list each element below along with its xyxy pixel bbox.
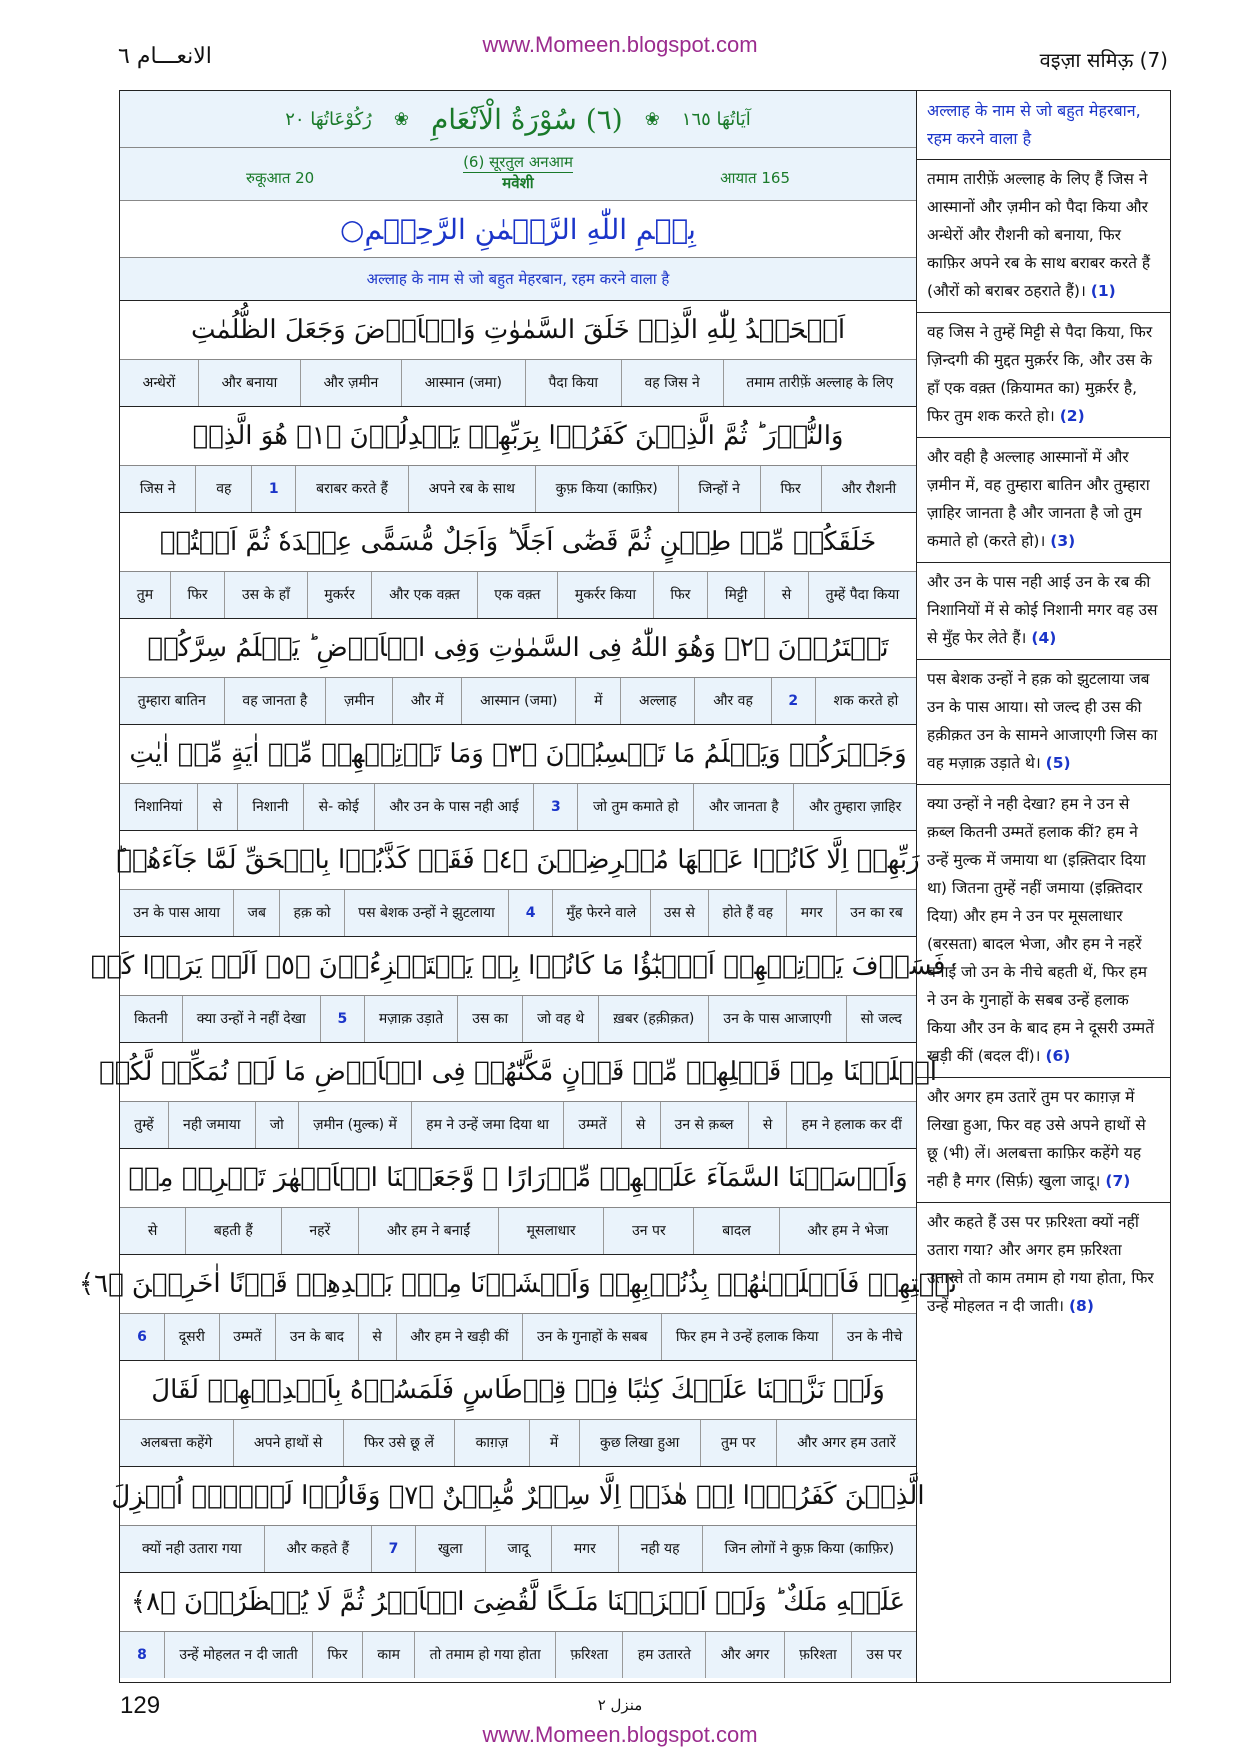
gloss-word: बहती हैं bbox=[185, 1208, 280, 1254]
gloss-row bbox=[120, 1420, 916, 1467]
gloss-word: उम्मतें bbox=[563, 1102, 621, 1148]
translation-verse-number: (6) bbox=[1045, 1047, 1071, 1065]
verse-translation bbox=[917, 438, 1170, 563]
gloss-word: क्या उन्हों ने नहीं देखा bbox=[182, 996, 320, 1042]
gloss-word: ज़मीन bbox=[325, 678, 392, 724]
gloss-word: और बनाया bbox=[198, 360, 300, 406]
gloss-row bbox=[120, 784, 916, 831]
gloss-word: और वह bbox=[694, 678, 770, 724]
gloss-word: पस बेशक उन्हों ने झुटलाया bbox=[344, 890, 508, 936]
gloss-word: कुछ लिखा हुआ bbox=[579, 1420, 700, 1466]
gloss-word: सो जल्द bbox=[846, 996, 916, 1042]
gloss-word: जो वह थे bbox=[522, 996, 598, 1042]
gloss-word: उस से bbox=[650, 890, 709, 936]
arabic-line: اَهۡلَكۡنَا مِنۡ قَبۡلِهِمۡ مِّنۡ قَرۡنٍ مَّكَّنّٰهُمۡ فِى الۡاَرۡضِ مَا لَمۡ نُمَكِّنۡ لَّكُمۡ bbox=[120, 1043, 916, 1102]
gloss-word: उस पर bbox=[851, 1632, 916, 1678]
verse-number: 2 bbox=[771, 678, 815, 724]
verse-number: 8 bbox=[137, 1646, 147, 1663]
translation-text: और अगर हम उतारें तुम पर काग़ज़ में लिखा हुआ, फिर वह उसे अपने हाथों से छू (भी) लें। अलबत्ता काफ़िर कहेंगे यह नही है मगर (सिर्फ़) खुला जादू। bbox=[927, 1088, 1146, 1190]
arabic-line: تَمۡتَرُوۡنَ ﴿٢﴾ وَهُوَ اللّٰهُ فِى السَّمٰوٰتِ وَفِى الۡاَرۡضِ‌ ؕ يَعۡلَمُ سِرَّكُمۡ bbox=[120, 619, 916, 678]
gloss-word: हम ने हलाक कर दीं bbox=[786, 1102, 916, 1148]
gloss-word: अन्धेरों bbox=[142, 374, 176, 391]
main-panel bbox=[78, 90, 958, 1683]
gloss-word: फिर bbox=[653, 572, 708, 618]
gloss-word: फिर उसे छू लें bbox=[343, 1420, 455, 1466]
gloss-word: फिर हम ने उन्हें हलाक किया bbox=[661, 1314, 832, 1360]
gloss-word: मिट्टी bbox=[707, 572, 764, 618]
gloss-word: और कहते हैं bbox=[264, 1526, 371, 1572]
verse-number: 3 bbox=[533, 784, 577, 830]
surah-name-hi: (6) सूरतुल अनआम bbox=[463, 153, 573, 171]
gloss-word: में bbox=[529, 1420, 579, 1466]
gloss-row bbox=[120, 360, 916, 407]
translation-text: क्या उन्हों ने नही देखा? हम ने उन से क़ब्ल कितनी उम्मतें हलाक कीं? हम ने उन्हें मुल्क में जमाया था (इक़्तिदार दिया था) जितना तुम्हें नहीं जमाया (इक़्तिदार दिया) और हम ने उन पर मूसलाधार (बरसता) बादल भेजा, और हम ने नहरें बनाईं जो उन के नीचे बहती थें, फिर हम ने उन के गुनाहों के सबब उन्हें हलाक किया और उन के बाद हम ने दूसरी उम्मतें खड़ी कीं (बदल दीं)। bbox=[927, 795, 1155, 1065]
gloss-word: आस्मान (जमा) bbox=[401, 360, 525, 406]
gloss-row bbox=[120, 572, 916, 619]
arabic-line: فَسَوۡفَ يَاۡتِيۡهِمۡ اَنۡۢبٰٓؤُا مَا كَانُوۡا بِهٖ يَسۡتَهۡزِءُوۡنَ ﴿٥﴾ اَلَمۡ يَرَوۡا كَمۡ bbox=[120, 937, 916, 996]
translation-text: पस बेशक उन्हों ने हक़ को झुटलाया जब उन के पास आया। सो जल्द ही उस की हक़ीक़त उन के सामने आजाएगी जिस का वह मज़ाक़ उड़ाते थे। bbox=[927, 670, 1158, 772]
gloss-word: ज़मीन (मुल्क) में bbox=[298, 1102, 411, 1148]
gloss-word: जो तुम कमाते हो bbox=[577, 784, 693, 830]
arabic-line: وَجَهۡرَكُمۡ وَيَعۡلَمُ مَا تَكۡسِبُوۡنَ ﴿٣﴾ وَمَا تَاۡتِيۡهِمۡ مِّنۡ اٰيَةٍ مِّنۡ اٰيٰتِ bbox=[120, 725, 916, 784]
verse-number: 5 bbox=[320, 996, 364, 1042]
gloss-word: हक़ को bbox=[279, 890, 344, 936]
gloss-word: वह जानता है bbox=[224, 678, 326, 724]
gloss-word: तो तमाम हो गया होता bbox=[414, 1632, 555, 1678]
translation-text: और वही है अल्लाह आस्मानों में और ज़मीन में, वह तुम्हारा बातिन और तुम्हारा ज़ाहिर जानता है और जानता है जो तुम कमाते हो (करते हो)। bbox=[927, 448, 1150, 550]
flower-icon: ❀ bbox=[393, 108, 409, 130]
verse-list bbox=[78, 301, 958, 1678]
gloss-word: जिस ने bbox=[139, 480, 176, 497]
gloss-word: उन से क़ब्ल bbox=[660, 1102, 748, 1148]
surah-info-row bbox=[120, 148, 916, 201]
gloss-word: फिर bbox=[170, 572, 225, 618]
gloss-word: में bbox=[575, 678, 620, 724]
gloss-word: अपने रब के साथ bbox=[408, 466, 535, 512]
gloss-word: उस के हाँ bbox=[224, 572, 306, 618]
verse-number: 1 bbox=[251, 466, 295, 512]
gloss-row bbox=[120, 466, 916, 513]
gloss-row bbox=[120, 996, 916, 1043]
gloss-word: दूसरी bbox=[164, 1314, 219, 1360]
gloss-word: कुफ़ किया (काफ़िर) bbox=[535, 466, 678, 512]
translation-text: वह जिस ने तुम्हें मिट्टी से पैदा किया, फिर ज़िन्दगी की मुद्दत मुक़र्रर कि, और उस के हाँ एक वक़्त (क़ियामत का) मुक़र्रर है, फिर तुम शक करते हो। bbox=[927, 323, 1153, 425]
gloss-word: मुकर्रर किया bbox=[557, 572, 653, 618]
ayat-count-hi: आयात 165 bbox=[720, 169, 790, 187]
gloss-word: से bbox=[358, 1314, 396, 1360]
gloss-row bbox=[120, 1314, 916, 1361]
gloss-word: बराबर करते हैं bbox=[295, 466, 408, 512]
gloss-word: से bbox=[147, 1222, 158, 1239]
gloss-word: खुला bbox=[415, 1526, 484, 1572]
translation-verse-number: (1) bbox=[1090, 282, 1116, 300]
gloss-word: उम्मतें bbox=[219, 1314, 276, 1360]
gloss-word: अल्लाह bbox=[620, 678, 694, 724]
gloss-word: और रौशनी bbox=[821, 466, 916, 512]
gloss-word: अलबत्ता कहेंगे bbox=[140, 1434, 213, 1451]
gloss-word: तुम्हारा बातिन bbox=[137, 692, 206, 709]
ruku-count-ar: رُكُوْعَاتُهَا ٢٠ bbox=[285, 108, 372, 130]
surah-meaning-hi: मवेशी bbox=[502, 174, 534, 192]
translation-verse-number: (2) bbox=[1059, 407, 1085, 425]
verse-translation bbox=[917, 660, 1170, 785]
gloss-word: और जानता है bbox=[693, 784, 793, 830]
verse-translation bbox=[917, 785, 1170, 1078]
gloss-word: और एक वक़्त bbox=[371, 572, 476, 618]
gloss-word: हम उतारते bbox=[622, 1632, 705, 1678]
gloss-word: मज़ाक़ उड़ाते bbox=[364, 996, 457, 1042]
gloss-word: से- कोई bbox=[303, 784, 374, 830]
gloss-word: तुम्हें पैदा किया bbox=[808, 572, 916, 618]
gloss-word: मूसलाधार bbox=[498, 1208, 603, 1254]
gloss-word: जादू bbox=[485, 1526, 551, 1572]
gloss-word: निशानियां bbox=[134, 798, 183, 815]
gloss-word: मुकर्रर bbox=[307, 572, 372, 618]
arabic-line: عَلَيۡهِ مَلَكٌ‌ ؕ وَلَوۡ اَنۡزَلۡنَا مَلَـكًا لَّقُضِىَ الۡاَمۡرُ ثُمَّ لَا يُنۡظَرُوۡنَ ﴿٨﴾ bbox=[120, 1573, 916, 1632]
gloss-word: उन पर bbox=[603, 1208, 693, 1254]
surah-name-hi-block bbox=[120, 152, 916, 193]
gloss-word: उन के नीचे bbox=[832, 1314, 916, 1360]
gloss-word: बादल bbox=[693, 1208, 778, 1254]
surah-running-title: الانعـــام ٦ bbox=[118, 44, 212, 69]
gloss-word: होते हैं वह bbox=[708, 890, 786, 936]
ayat-count-ar: آيَاتُهَا ١٦٥ bbox=[681, 108, 751, 130]
arabic-line: وَالنُّوۡرَ‌ ؕ ثُمَّ الَّذِيۡنَ كَفَرُوۡا بِرَبِّهِمۡ يَعۡدِلُوۡنَ ﴿١﴾ هُوَ الَّذِىۡ bbox=[120, 407, 916, 466]
translation-text: और कहते हैं उस पर फ़रिश्ता क्यों नहीं उतारा गया? और अगर हम फ़रिश्ता उतारते तो काम तमाम हो गया होता, फिर उन्हें मोहलत न दी जाती। bbox=[927, 1213, 1154, 1315]
translation-verse-number: (5) bbox=[1045, 754, 1071, 772]
translation-text: तमाम तारीफ़ें अल्लाह के लिए हैं जिस ने आस्मानों और ज़मीन को पैदा किया और अन्धेरों और रौशनी को बनाया, फिर काफ़िर अपने रब के साथ बराबर करते हैं (औरों को बराबर ठहराते हैं)। bbox=[927, 170, 1151, 300]
surah-name-ar: (٦) سُوْرَةُ الْاَنْعَامِ bbox=[430, 102, 623, 136]
gloss-word: तुम bbox=[136, 586, 154, 603]
verse-translation bbox=[917, 160, 1170, 313]
bismillah-translation: अल्लाह के नाम से जो बहुत मेहरबान, रहम करने वाला है bbox=[120, 258, 916, 301]
gloss-word: काग़ज़ bbox=[454, 1420, 528, 1466]
page-header bbox=[0, 0, 1240, 80]
translation-text: और उन के पास नही आई उन के रब की निशानियों में से कोई निशानी मगर वह उस से मुँह फेर लेते हैं। bbox=[927, 573, 1158, 647]
gloss-word: वह जिस ने bbox=[621, 360, 723, 406]
arabic-line: وَاَرۡسَلۡنَا السَّمَآءَ عَلَيۡهِمۡ مِّدۡرَارًا ۪ وَّجَعَلۡنَا الۡاَنۡهٰرَ تَجۡرِىۡ مِنۡ bbox=[120, 1149, 916, 1208]
gloss-row bbox=[120, 890, 916, 937]
verse-translation bbox=[917, 313, 1170, 438]
arabic-line: الَّذِيۡنَ كَفَرُوۡۤا اِنۡ هٰذَاۤ اِلَّا سِحۡرٌ مُّبِيۡنٌ ﴿٧﴾ وَقَالُوۡا لَوۡلَاۤ اُنۡزِلَ bbox=[120, 1467, 916, 1526]
translation-verse-number: (4) bbox=[1031, 629, 1057, 647]
gloss-word: हम ने उन्हें जमा दिया था bbox=[411, 1102, 563, 1148]
gloss-word: फिर bbox=[760, 466, 821, 512]
gloss-row bbox=[120, 1208, 916, 1255]
verse-number: 6 bbox=[137, 1328, 147, 1345]
arabic-line: رَبِّهِمۡ اِلَّا كَانُوۡا عَنۡهَا مُعۡرِضِيۡنَ ﴿٤﴾ فَقَدۡ كَذَّبُوۡا بِالۡحَقِّ لَمَّا جَآءَهُمۡ‌ؕ bbox=[120, 831, 916, 890]
sidebar-header: अल्लाह के नाम से जो बहुत मेहरबान, रहम करने वाला है bbox=[917, 91, 1170, 160]
gloss-word: उन्हें मोहलत न दी जाती bbox=[164, 1632, 312, 1678]
verse-number: 7 bbox=[371, 1526, 415, 1572]
gloss-word: जो bbox=[255, 1102, 298, 1148]
gloss-word: फ़रिश्ता bbox=[784, 1632, 851, 1678]
para-running-title: वइज़ा समिऊ़ (7) bbox=[1039, 48, 1168, 72]
gloss-word: अपने हाथों से bbox=[233, 1420, 343, 1466]
arabic-line: خَلَقَكُمۡ مِّنۡ طِيۡنٍ ثُمَّ قَضٰٓى اَجَلًا‌ ؕ وَاَجَلٌ مُّسَمًّى عِنۡدَهٗ ثُمَّ اَنۡتُمۡ bbox=[120, 513, 916, 572]
site-url-top[interactable]: www.Momeen.blogspot.com bbox=[482, 32, 758, 57]
bismillah: بِسۡمِ اللّٰهِ الرَّحۡمٰنِ الرَّحِيۡمِ○ bbox=[120, 201, 916, 258]
gloss-word: उन के बाद bbox=[275, 1314, 358, 1360]
gloss-word: उन का रब bbox=[836, 890, 916, 936]
gloss-word: से bbox=[621, 1102, 660, 1148]
gloss-word: उस का bbox=[457, 996, 522, 1042]
gloss-word: उन के पास आया bbox=[133, 904, 220, 921]
gloss-word: नही जमाया bbox=[168, 1102, 255, 1148]
gloss-word: और अगर हम उतारें bbox=[776, 1420, 916, 1466]
translation-sidebar bbox=[917, 90, 1171, 1683]
gloss-word: फ़रिश्ता bbox=[555, 1632, 622, 1678]
gloss-word: उन के पास आजाएगी bbox=[708, 996, 845, 1042]
gloss-word: ख़बर (हक़ीक़त) bbox=[598, 996, 708, 1042]
surah-title-row bbox=[120, 91, 916, 148]
gloss-word: मगर bbox=[551, 1526, 618, 1572]
flower-icon: ❀ bbox=[644, 108, 660, 130]
gloss-word: तुम पर bbox=[700, 1420, 776, 1466]
gloss-word: क्यों नही उतारा गया bbox=[141, 1540, 242, 1557]
gloss-word: नही यह bbox=[618, 1526, 702, 1572]
gloss-word: और में bbox=[392, 678, 461, 724]
gloss-word: फिर bbox=[312, 1632, 362, 1678]
gloss-word: से bbox=[764, 572, 808, 618]
gloss-word: और उन के पास नही आई bbox=[374, 784, 534, 830]
gloss-word: जिन लोगों ने कुफ़ किया (काफ़िर) bbox=[702, 1526, 916, 1572]
gloss-word: और ज़मीन bbox=[300, 360, 401, 406]
arabic-line: تَحۡتِهِمۡ فَاَهۡلَكۡنٰهُمۡ بِذُنُوۡبِهِمۡ وَاَنۡشَاۡنَا مِنۡۢ بَعۡدِهِمۡ قَرۡنًا اٰخَرِيۡنَ ﴿٦﴾ bbox=[120, 1255, 916, 1314]
manzil-label: منزل ٢ bbox=[597, 1696, 643, 1714]
gloss-word: निशानी bbox=[237, 784, 303, 830]
ruku-count-hi: रुकूआत 20 bbox=[246, 169, 315, 187]
gloss-word: एक वक़्त bbox=[477, 572, 558, 618]
site-url-bottom[interactable]: www.Momeen.blogspot.com bbox=[482, 1722, 758, 1747]
gloss-word: तमाम तारीफ़ें अल्लाह के लिए bbox=[723, 360, 916, 406]
gloss-word: आस्मान (जमा) bbox=[461, 678, 575, 724]
gloss-word: कितनी bbox=[133, 1010, 168, 1027]
translation-verse-number: (3) bbox=[1050, 532, 1076, 550]
gloss-row bbox=[120, 1632, 916, 1678]
verse-translation bbox=[917, 563, 1170, 660]
verse-translation bbox=[917, 1203, 1170, 1327]
arabic-line: اَلۡحَمۡدُ لِلّٰهِ الَّذِىۡ خَلَقَ السَّمٰوٰتِ وَالۡاَرۡضَ وَجَعَلَ الظُّلُمٰتِ bbox=[120, 301, 916, 360]
gloss-word: और हम ने बनाईं bbox=[358, 1208, 498, 1254]
gloss-word: और हम ने खड़ी कीं bbox=[396, 1314, 523, 1360]
gloss-word: और अगर bbox=[705, 1632, 783, 1678]
page-number: 129 bbox=[120, 1692, 161, 1719]
gloss-word: नहरें bbox=[281, 1208, 359, 1254]
gloss-word: काम bbox=[362, 1632, 414, 1678]
sidebar-paragraphs bbox=[917, 160, 1170, 1327]
arabic-line: وَلَوۡ نَزَّلۡنَا عَلَيۡكَ كِتٰبًا فِىۡ قِرۡطَاسٍ فَلَمَسُوۡهُ بِاَيۡدِيۡهِمۡ لَقَالَ bbox=[120, 1361, 916, 1420]
gloss-word: से bbox=[197, 784, 237, 830]
translation-verse-number: (8) bbox=[1068, 1297, 1094, 1315]
gloss-word: मुँह फेरने वाले bbox=[552, 890, 649, 936]
verse-number: 4 bbox=[508, 890, 552, 936]
gloss-word: जब bbox=[233, 890, 279, 936]
gloss-row bbox=[120, 678, 916, 725]
translation-verse-number: (7) bbox=[1105, 1172, 1131, 1190]
gloss-word: वह bbox=[195, 466, 251, 512]
gloss-word: मगर bbox=[786, 890, 836, 936]
gloss-word: और तुम्हारा ज़ाहिर bbox=[793, 784, 916, 830]
gloss-word: से bbox=[748, 1102, 787, 1148]
gloss-word: और हम ने भेजा bbox=[779, 1208, 916, 1254]
verse-translation bbox=[917, 1078, 1170, 1203]
gloss-row bbox=[120, 1102, 916, 1149]
gloss-row bbox=[120, 1526, 916, 1573]
gloss-word: पैदा किया bbox=[525, 360, 621, 406]
gloss-word: शक करते हो bbox=[815, 678, 916, 724]
gloss-word: तुम्हें bbox=[134, 1116, 154, 1133]
gloss-word: जिन्हों ने bbox=[678, 466, 760, 512]
gloss-word: उन के गुनाहों के सबब bbox=[522, 1314, 661, 1360]
